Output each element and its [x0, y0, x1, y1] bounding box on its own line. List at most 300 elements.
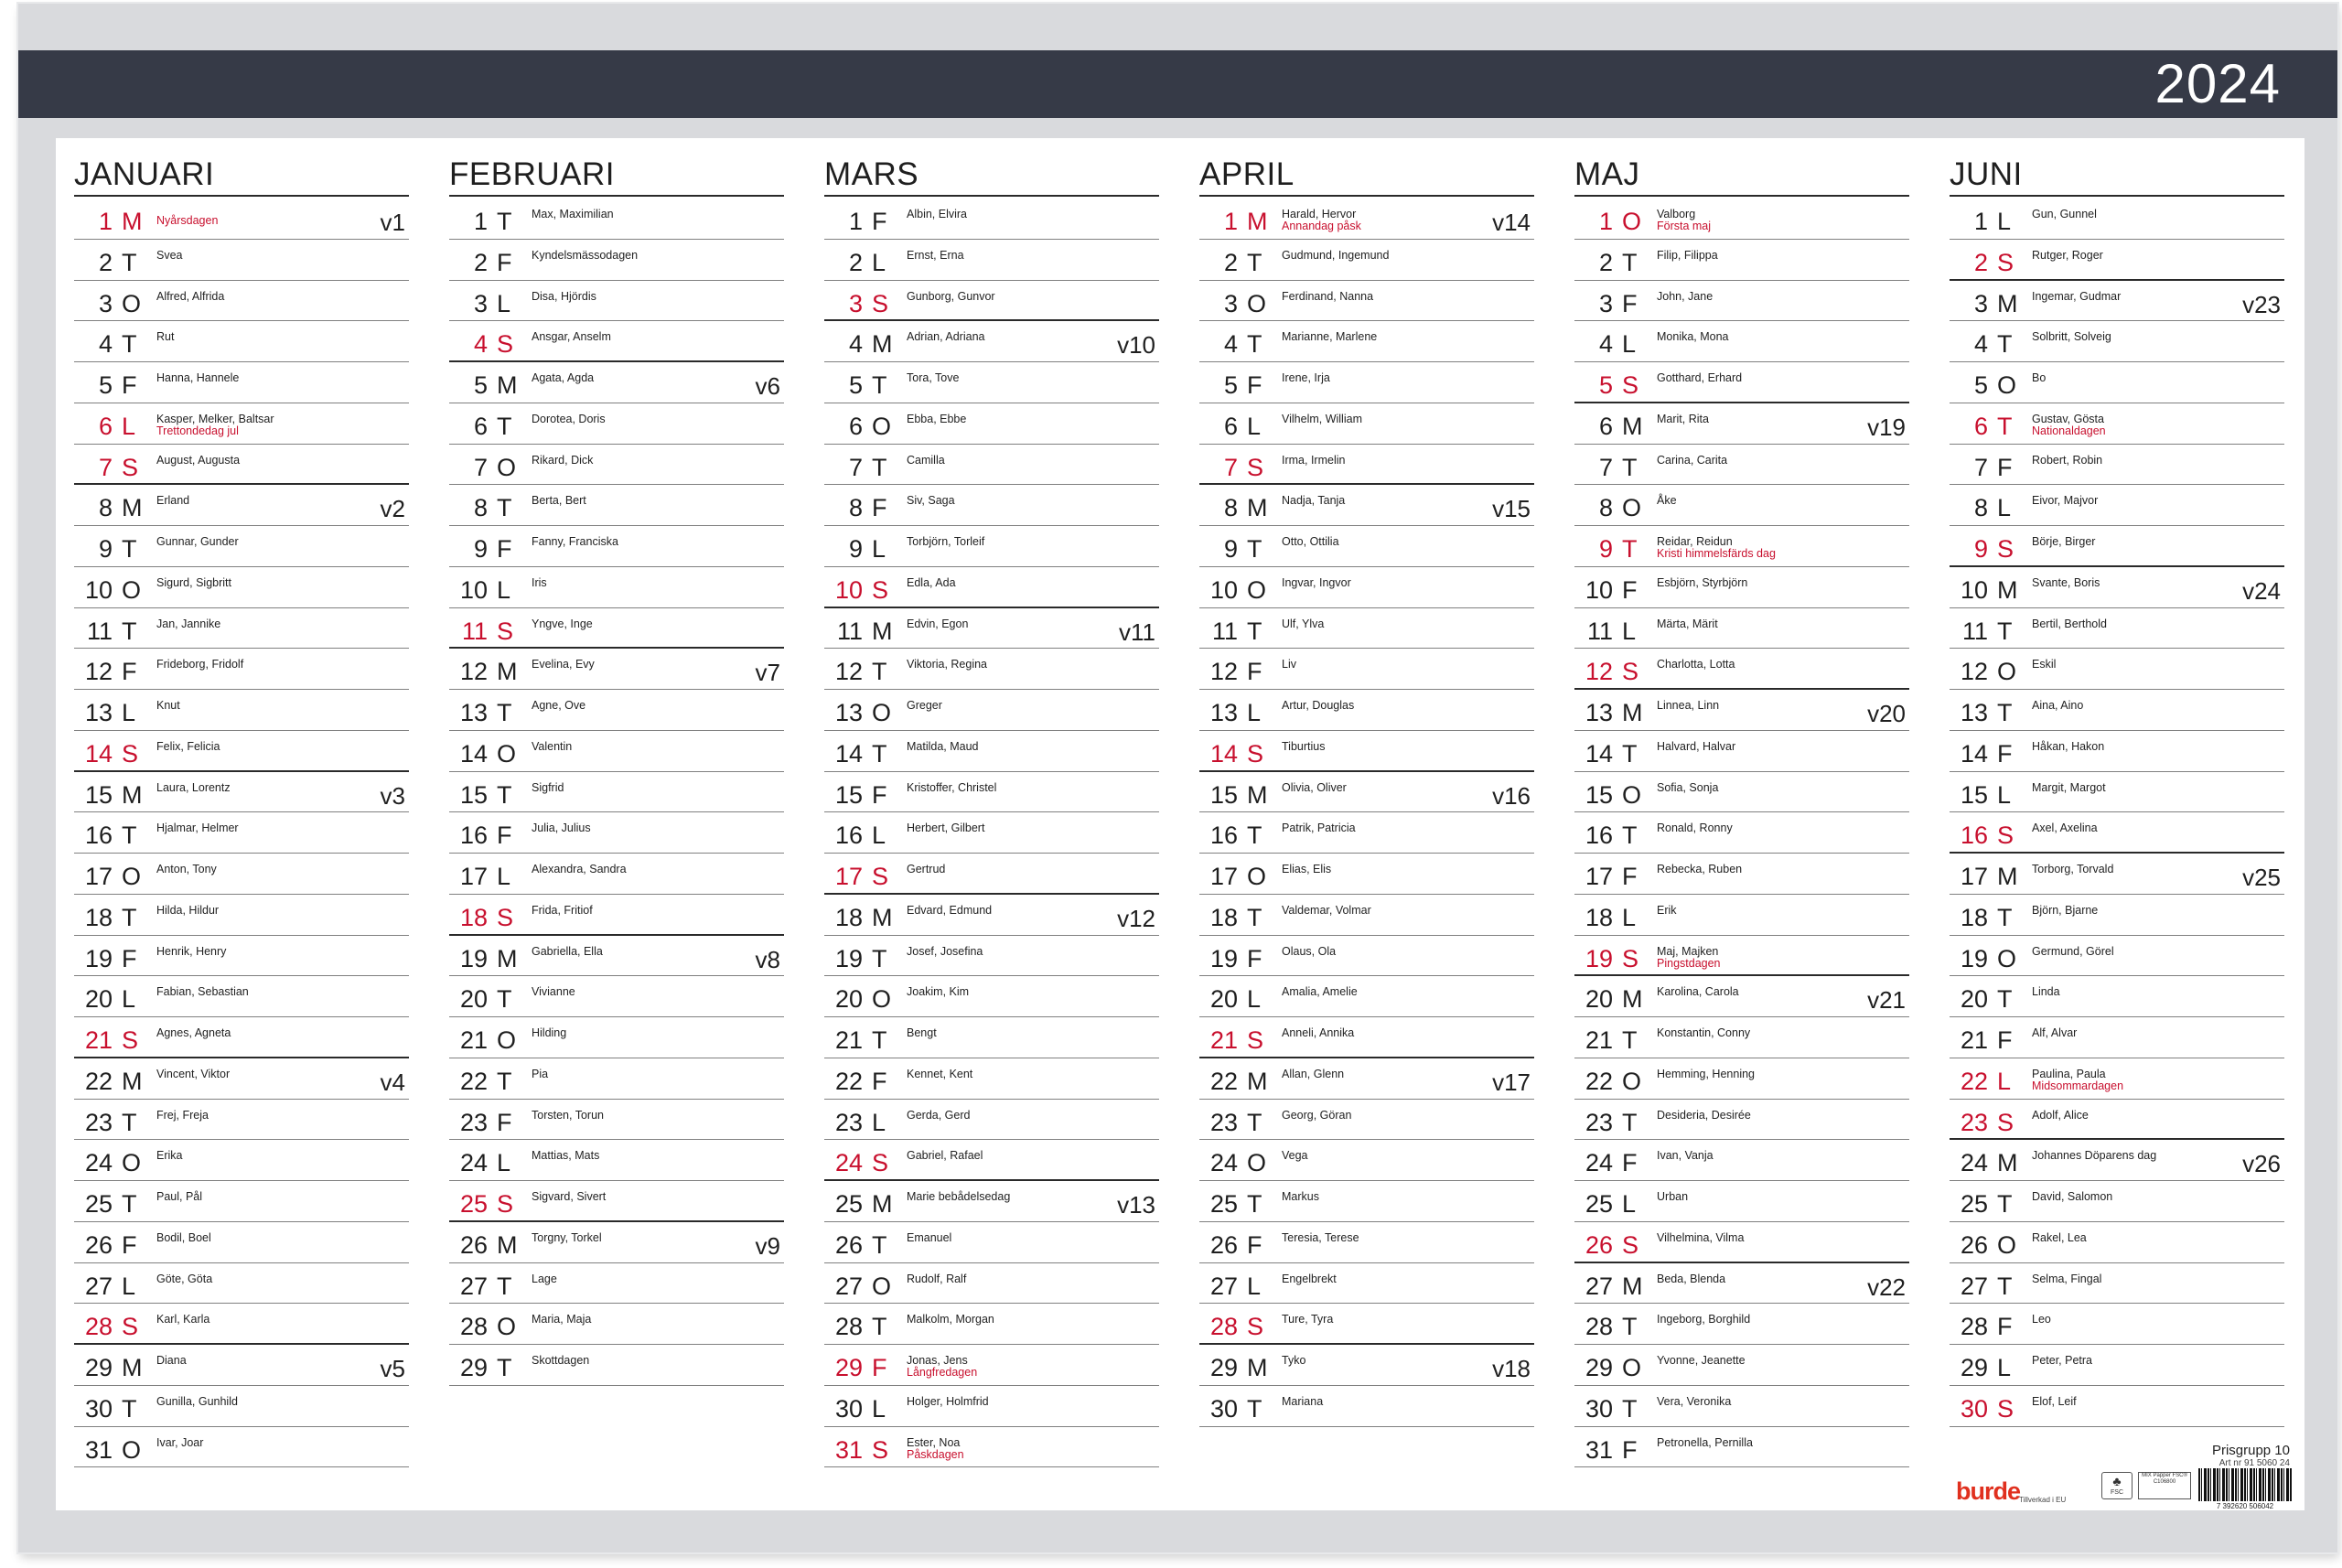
day-row [74, 608, 409, 650]
day-row [449, 812, 784, 854]
day-row [1574, 240, 1909, 281]
weekday-letter: M [497, 371, 518, 399]
day-row [449, 895, 784, 936]
month-name: MAJ [1574, 156, 1640, 192]
name-day: Bengt [907, 1026, 937, 1039]
weekday-letter: S [872, 1435, 889, 1464]
day-number: 16 [1960, 822, 1988, 850]
weekday-letter: T [497, 699, 512, 726]
day-number: 25 [834, 1190, 863, 1218]
weekday-letter: M [497, 944, 518, 972]
article-number: Art nr 91 5060 24 [2218, 1458, 2290, 1468]
weekday-letter: L [1622, 617, 1637, 645]
name-day: Märta, Märit [1657, 617, 1718, 630]
weekday-letter: M [1622, 412, 1643, 440]
weekday-letter: T [872, 371, 887, 399]
day-number: 28 [459, 1313, 488, 1341]
day-row [824, 812, 1159, 854]
weekday-letter: L [872, 1394, 886, 1423]
name-day: Linnea, Linn [1657, 699, 1720, 712]
day-row [1574, 731, 1909, 772]
day-row [1950, 199, 2284, 240]
day-row [449, 731, 784, 772]
weekday-letter: F [1997, 739, 2013, 768]
week-number: v20 [1867, 700, 1906, 727]
weekday-letter: S [1997, 1108, 2014, 1136]
day-row [449, 1140, 784, 1181]
day-number: 15 [1209, 780, 1238, 809]
weekday-letter: F [497, 822, 512, 850]
day-row [1574, 976, 1909, 1017]
weekday-letter: S [497, 617, 514, 645]
day-number: 16 [459, 822, 488, 850]
weekday-letter: S [497, 330, 514, 359]
week-number: v23 [2242, 290, 2281, 318]
week-number: v1 [380, 209, 405, 236]
day-number: 31 [84, 1435, 113, 1464]
day-row [1199, 1222, 1534, 1263]
day-number: 13 [834, 699, 863, 726]
day-row [1950, 1140, 2284, 1181]
week-number: v14 [1492, 209, 1531, 236]
weekday-letter: F [122, 1230, 137, 1259]
day-row [824, 403, 1159, 445]
day-row [74, 1222, 409, 1263]
name-day: August, Augusta [156, 453, 241, 467]
day-number: 2 [473, 248, 488, 276]
name-day: Adolf, Alice [2032, 1108, 2089, 1122]
day-row [449, 936, 784, 977]
name-day: Jan, Jannike [156, 617, 221, 630]
name-day: Johannes Döparens dag [2032, 1149, 2157, 1163]
name-day: Vera, Veronika [1657, 1394, 1732, 1408]
barcode-icon [2198, 1468, 2292, 1501]
name-day: Amalia, Amelie [1282, 985, 1358, 999]
name-day: Elof, Leif [2032, 1394, 2077, 1408]
day-number: 22 [84, 1067, 113, 1095]
day-number: 5 [473, 371, 488, 399]
weekday-letter: L [1622, 903, 1637, 931]
day-number: 11 [461, 617, 488, 645]
weekday-letter: F [1997, 1313, 2013, 1341]
day-number: 18 [84, 903, 113, 931]
day-row [1950, 1181, 2284, 1222]
weekday-letter: O [1622, 208, 1642, 235]
name-day: Anton, Tony [156, 863, 217, 875]
weekday-letter: L [1247, 699, 1262, 726]
day-row [1199, 1017, 1534, 1058]
day-number: 17 [1209, 863, 1238, 890]
day-row [824, 1304, 1159, 1345]
day-number: 16 [834, 822, 863, 850]
day-row [1199, 403, 1534, 445]
name-day: Björn, Bjarne [2032, 903, 2099, 917]
weekday-letter: O [1997, 1230, 2017, 1259]
weekday-letter: F [122, 658, 137, 686]
day-row [1950, 1345, 2284, 1386]
weekday-letter: O [1997, 371, 2017, 399]
day-number: 29 [834, 1354, 863, 1381]
name-day: Börje, Birger [2032, 535, 2096, 548]
name-day: Mariana [1282, 1394, 1324, 1408]
name-day: Svante, Boris [2032, 575, 2100, 589]
day-number: 12 [1209, 658, 1238, 686]
name-day: Allan, Glenn [1282, 1067, 1345, 1080]
name-day: Agnes, Agneta [156, 1026, 231, 1039]
weekday-letter: O [497, 1313, 517, 1341]
weekday-letter: F [1247, 658, 1262, 686]
day-number: 7 [1223, 453, 1238, 481]
weekday-letter: O [1247, 575, 1267, 604]
weekday-letter: M [872, 903, 893, 931]
weekday-letter: O [872, 699, 892, 726]
weekday-letter: T [1622, 1026, 1638, 1054]
day-row [1199, 895, 1534, 936]
name-day: Disa, Hjördis [532, 289, 596, 303]
day-row [74, 403, 409, 445]
weekday-letter: L [1997, 780, 2012, 809]
weekday-letter: F [872, 208, 887, 235]
day-row [1574, 690, 1909, 731]
name-day: Eskil [2032, 658, 2057, 671]
weekday-letter: M [1247, 1354, 1268, 1381]
day-row [449, 567, 784, 608]
weekday-letter: M [1247, 494, 1268, 522]
weekday-letter: L [872, 248, 886, 276]
day-number: 30 [1960, 1394, 1988, 1423]
day-row [449, 976, 784, 1017]
day-number: 8 [473, 494, 488, 522]
week-number: v7 [755, 659, 780, 687]
name-day: Bo [2032, 371, 2047, 384]
day-row [74, 1058, 409, 1100]
name-day: Marit, Rita [1657, 412, 1709, 425]
holiday-label: Annandag påsk [1282, 220, 1361, 232]
weekday-letter: T [1622, 739, 1638, 768]
name-day: Ingeborg, Borghild [1657, 1313, 1751, 1326]
name-day: Pia [532, 1067, 549, 1080]
day-number: 7 [1598, 453, 1613, 481]
name-day: Selma, Fingal [2032, 1272, 2102, 1285]
day-row [1950, 526, 2284, 567]
weekday-letter: T [1247, 822, 1262, 850]
name-day: Vega [1282, 1149, 1308, 1163]
name-day: Bodil, Boel [156, 1230, 211, 1244]
weekday-letter: M [872, 617, 893, 645]
weekday-letter: T [872, 739, 887, 768]
day-number: 3 [1598, 289, 1613, 317]
name-day: Holger, Holmfrid [907, 1394, 989, 1408]
weekday-letter: T [1622, 453, 1638, 481]
weekday-letter: T [1997, 1190, 2013, 1218]
weekday-letter: T [1247, 617, 1262, 645]
name-day: Torsten, Torun [532, 1108, 604, 1122]
weekday-letter: O [1622, 1354, 1642, 1381]
day-row [1574, 1017, 1909, 1058]
day-row [824, 649, 1159, 690]
day-number: 4 [473, 330, 488, 359]
day-row [1574, 1386, 1909, 1427]
weekday-letter: F [1622, 863, 1638, 890]
weekday-letter: T [497, 1272, 512, 1300]
day-row [74, 362, 409, 403]
week-number: v9 [755, 1231, 780, 1260]
name-day: Gabriel, Rafael [907, 1149, 983, 1163]
month-rule [449, 195, 784, 197]
day-row [1199, 321, 1534, 362]
day-number: 29 [1209, 1354, 1238, 1381]
name-day: Ronald, Ronny [1657, 822, 1733, 835]
day-number: 7 [1973, 453, 1988, 481]
weekday-letter: O [872, 412, 892, 440]
day-number: 29 [459, 1354, 488, 1381]
weekday-letter: T [1997, 985, 2013, 1014]
weekday-letter: T [122, 822, 137, 850]
weekday-letter: O [1622, 780, 1642, 809]
day-number: 1 [1973, 208, 1988, 235]
weekday-letter: M [1247, 208, 1268, 235]
day-number: 2 [848, 248, 863, 276]
day-number: 26 [1585, 1230, 1613, 1259]
day-row [824, 936, 1159, 977]
month-rule [1574, 195, 1909, 197]
name-day: Olivia, Oliver [1282, 780, 1347, 794]
day-number: 3 [1973, 289, 1988, 317]
weekday-letter: T [872, 1230, 887, 1259]
day-row [824, 1140, 1159, 1181]
day-row [449, 772, 784, 813]
name-day: Edla, Ada [907, 575, 956, 589]
weekday-letter: L [1247, 412, 1262, 440]
weekday-letter: S [122, 739, 139, 768]
name-day: Gudmund, Ingemund [1282, 248, 1390, 262]
name-day: Gertrud [907, 863, 946, 875]
name-day: Ivar, Joar [156, 1435, 204, 1449]
weekday-letter: S [872, 1149, 889, 1177]
day-row [1574, 321, 1909, 362]
weekday-letter: M [1247, 1067, 1268, 1095]
day-row [449, 445, 784, 486]
weekday-letter: M [122, 780, 143, 809]
month-rule [1950, 195, 2284, 197]
day-number: 12 [1960, 658, 1988, 686]
week-number: v3 [380, 781, 405, 810]
name-day: Håkan, Hakon [2032, 739, 2105, 753]
day-number: 29 [84, 1354, 113, 1381]
day-row [74, 1181, 409, 1222]
day-number: 28 [84, 1313, 113, 1341]
day-row [1950, 1263, 2284, 1305]
name-day: Knut [156, 699, 180, 712]
name-day: Maj, Majken [1657, 944, 1719, 958]
weekday-letter: L [872, 822, 886, 850]
day-row [449, 649, 784, 690]
day-row [1199, 445, 1534, 486]
day-number: 3 [98, 289, 113, 317]
name-day: Frida, Fritiof [532, 903, 593, 917]
day-number: 16 [84, 822, 113, 850]
weekday-letter: F [1997, 1026, 2013, 1054]
name-day: Julia, Julius [532, 822, 591, 835]
name-day: Paul, Pål [156, 1190, 203, 1203]
day-row [449, 362, 784, 403]
day-number: 1 [98, 208, 113, 235]
week-number: v21 [1867, 986, 1906, 1015]
weekday-letter: T [497, 494, 512, 522]
day-row [1574, 1263, 1909, 1305]
day-list [1574, 199, 1909, 1467]
day-row [74, 485, 409, 526]
day-number: 2 [1973, 248, 1988, 276]
day-number: 17 [1960, 863, 1988, 890]
name-day: Rut [156, 330, 175, 344]
name-day: Ferdinand, Nanna [1282, 289, 1374, 303]
name-day: Hilding [532, 1026, 567, 1039]
name-day: Dorotea, Doris [532, 412, 606, 425]
day-number: 21 [84, 1026, 113, 1054]
day-row [824, 240, 1159, 281]
name-day: Greger [907, 699, 942, 712]
day-number: 26 [834, 1230, 863, 1259]
day-row [74, 1386, 409, 1427]
day-row [824, 731, 1159, 772]
day-row [1950, 772, 2284, 813]
day-row [1950, 690, 2284, 731]
day-number: 4 [1223, 330, 1238, 359]
weekday-letter: S [1997, 1394, 2014, 1423]
weekday-letter: O [122, 1435, 142, 1464]
day-number: 24 [1585, 1149, 1613, 1177]
name-day: Ingemar, Gudmar [2032, 289, 2122, 303]
day-row [449, 608, 784, 650]
name-day: Sofia, Sonja [1657, 780, 1719, 794]
name-day: Torborg, Torvald [2032, 863, 2114, 875]
weekday-letter: T [1622, 535, 1638, 563]
weekday-letter: F [122, 371, 137, 399]
day-row [1574, 1345, 1909, 1386]
day-row [1950, 1304, 2284, 1345]
week-number: v6 [755, 372, 780, 400]
weekday-letter: S [122, 1313, 139, 1341]
day-number: 9 [1223, 535, 1238, 563]
day-number: 15 [459, 780, 488, 809]
day-row [824, 1263, 1159, 1305]
name-day: David, Salomon [2032, 1190, 2113, 1203]
day-row [449, 1058, 784, 1100]
day-row [1950, 321, 2284, 362]
month-name: JANUARI [74, 156, 215, 192]
day-number: 27 [1585, 1272, 1613, 1300]
weekday-letter: S [1247, 1313, 1264, 1341]
day-row [824, 1100, 1159, 1141]
day-number: 30 [84, 1394, 113, 1423]
name-day: Esbjörn, Styrbjörn [1657, 575, 1748, 589]
weekday-letter: O [1622, 494, 1642, 522]
day-number: 16 [1585, 822, 1613, 850]
name-day: Artur, Douglas [1282, 699, 1355, 712]
day-number: 4 [98, 330, 113, 359]
weekday-letter: L [497, 575, 511, 604]
name-day: Karolina, Carola [1657, 985, 1739, 999]
day-number: 11 [86, 617, 113, 645]
name-day: Frej, Freja [156, 1108, 209, 1122]
day-number: 25 [84, 1190, 113, 1218]
weekday-letter: T [1997, 330, 2013, 359]
day-number: 10 [834, 575, 863, 604]
name-day: Viktoria, Regina [907, 658, 988, 671]
day-row [74, 281, 409, 322]
name-day: Desideria, Desirée [1657, 1108, 1751, 1122]
name-day: Hanna, Hannele [156, 371, 240, 384]
name-day: Kyndelsmässodagen [532, 248, 639, 262]
day-row [1199, 1181, 1534, 1222]
name-day: Beda, Blenda [1657, 1272, 1726, 1285]
weekday-letter: T [1622, 822, 1638, 850]
weekday-letter: S [1997, 535, 2014, 563]
day-number: 18 [1960, 903, 1988, 931]
day-row [824, 1181, 1159, 1222]
weekday-letter: T [497, 208, 512, 235]
day-row [1950, 1100, 2284, 1141]
day-row [74, 1263, 409, 1305]
name-day: Valborg [1657, 208, 1696, 220]
made-in-label: Tillverkad i EU [2019, 1496, 2067, 1504]
weekday-letter: T [1997, 1272, 2013, 1300]
weekday-letter: T [1247, 1394, 1262, 1423]
day-number: 18 [1209, 903, 1238, 931]
day-number: 19 [1585, 944, 1613, 972]
day-number: 27 [84, 1272, 113, 1300]
name-day: Henrik, Henry [156, 944, 227, 958]
weekday-letter: T [497, 780, 512, 809]
day-number: 12 [459, 658, 488, 686]
day-row [1574, 281, 1909, 322]
weekday-letter: M [1997, 575, 2018, 604]
day-list [824, 199, 1159, 1467]
day-row [1199, 854, 1534, 895]
name-day: Germund, Görel [2032, 944, 2114, 958]
day-number: 26 [459, 1230, 488, 1259]
name-day: Irma, Irmelin [1282, 453, 1346, 467]
day-number: 13 [1585, 699, 1613, 726]
name-day: Nadja, Tanja [1282, 494, 1346, 508]
name-day: Harald, Hervor [1282, 208, 1357, 220]
day-number: 18 [459, 903, 488, 931]
name-day: Axel, Axelina [2032, 822, 2098, 835]
day-number: 23 [1209, 1108, 1238, 1136]
day-number: 14 [84, 739, 113, 768]
day-number: 5 [848, 371, 863, 399]
day-number: 24 [459, 1149, 488, 1177]
day-row [1199, 240, 1534, 281]
day-row [824, 321, 1159, 362]
month-rule [824, 195, 1159, 197]
month-rule [1199, 195, 1534, 197]
day-row [1199, 1058, 1534, 1100]
weekday-letter: T [1247, 1190, 1262, 1218]
day-number: 28 [1960, 1313, 1988, 1341]
name-day: Carina, Carita [1657, 453, 1728, 467]
weekday-letter: L [1622, 1190, 1637, 1218]
weekday-letter: L [1997, 494, 2012, 522]
name-day: Linda [2032, 985, 2060, 999]
name-day: Erland [156, 494, 190, 508]
name-day: Yvonne, Jeanette [1657, 1354, 1746, 1367]
day-row [74, 976, 409, 1017]
day-row [1950, 403, 2284, 445]
week-number: v18 [1492, 1355, 1531, 1382]
day-number: 18 [834, 903, 863, 931]
